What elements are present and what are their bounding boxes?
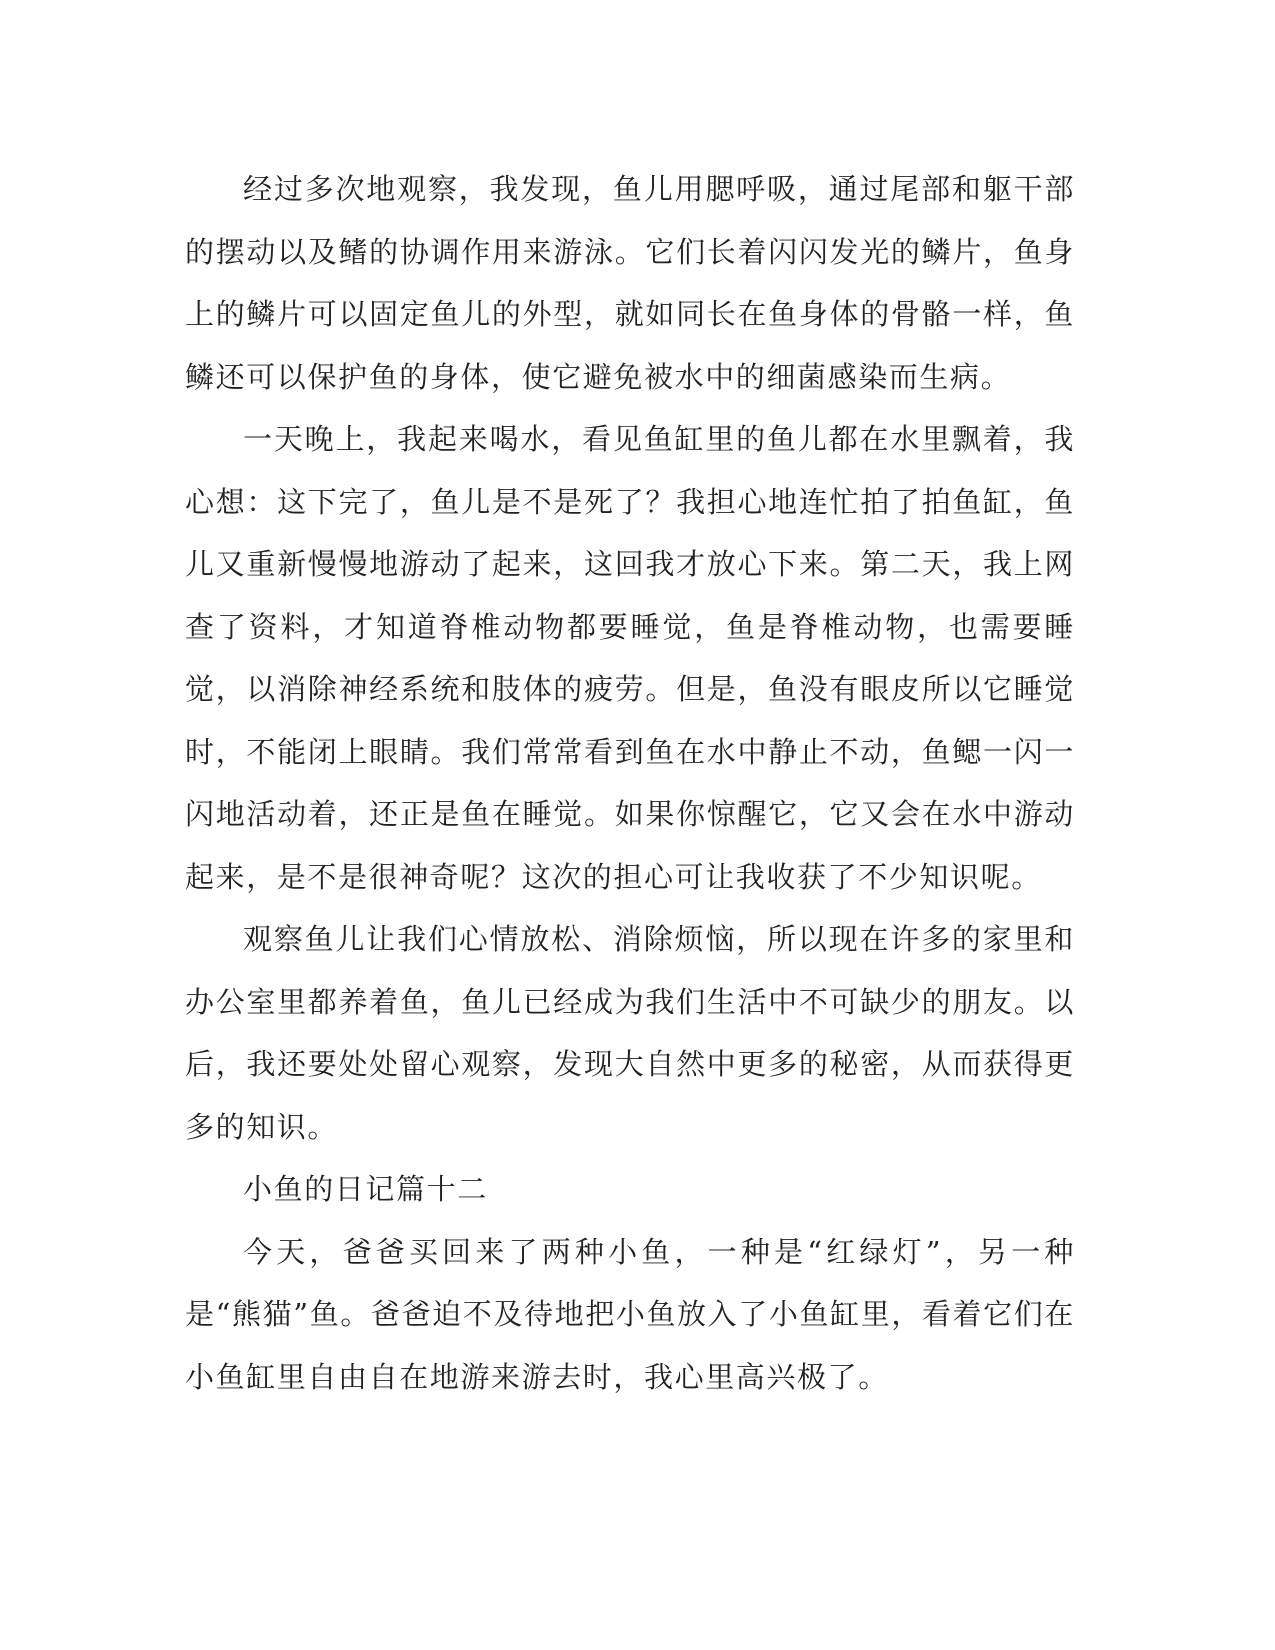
paragraph-fish-observation: 经过多次地观察，我发现，鱼儿用腮呼吸，通过尾部和躯干部的摆动以及鳍的协调作用来游泳。它们长着闪闪发光的鳞片，鱼身上的鳞片可以固定鱼儿的外型，就如同长在鱼身体的骨骼一样，鱼鳞还可以保护鱼的身体，使它避免被水中的细菌感染而生病。 <box>185 172 1075 394</box>
paragraph-fish-sleeping: 一天晚上，我起来喝水，看见鱼缸里的鱼儿都在水里飘着，我心想：这下完了，鱼儿是不是死了？我担心地连忙拍了拍鱼缸，鱼儿又重新慢慢地游动了起来，这回我才放心下来。第二天，我上网查了资料，才知道脊椎动物都要睡觉，鱼是脊椎动物，也需要睡觉，以消除神经系统和肢体的疲劳。但是，鱼没有眼皮所以它睡觉时，不能闭上眼睛。我们常常看到鱼在水中静止不动，鱼鳃一闪一闪地活动着，还正是鱼在睡觉。如果你惊醒它，它又会在水中游动起来，是不是很神奇呢？这次的担心可让我收获了不少知识呢。 <box>185 422 1075 894</box>
section-heading: 小鱼的日记篇十二 <box>243 1172 488 1206</box>
paragraph-new-fish: 今天，爸爸买回来了两种小鱼，一种是“红绿灯”，另一种是“熊猫”鱼。爸爸迫不及待地把小鱼放入了小鱼缸里，看着它们在小鱼缸里自由自在地游来游去时，我心里高兴极了。 <box>185 1234 1075 1394</box>
paragraph-conclusion: 观察鱼儿让我们心情放松、消除烦恼，所以现在许多的家里和办公室里都养着鱼，鱼儿已经成为我们生活中不可缺少的朋友。以后，我还要处处留心观察，发现大自然中更多的秘密，从而获得更多的知识。 <box>185 922 1075 1144</box>
document-body <box>185 158 1075 1408</box>
